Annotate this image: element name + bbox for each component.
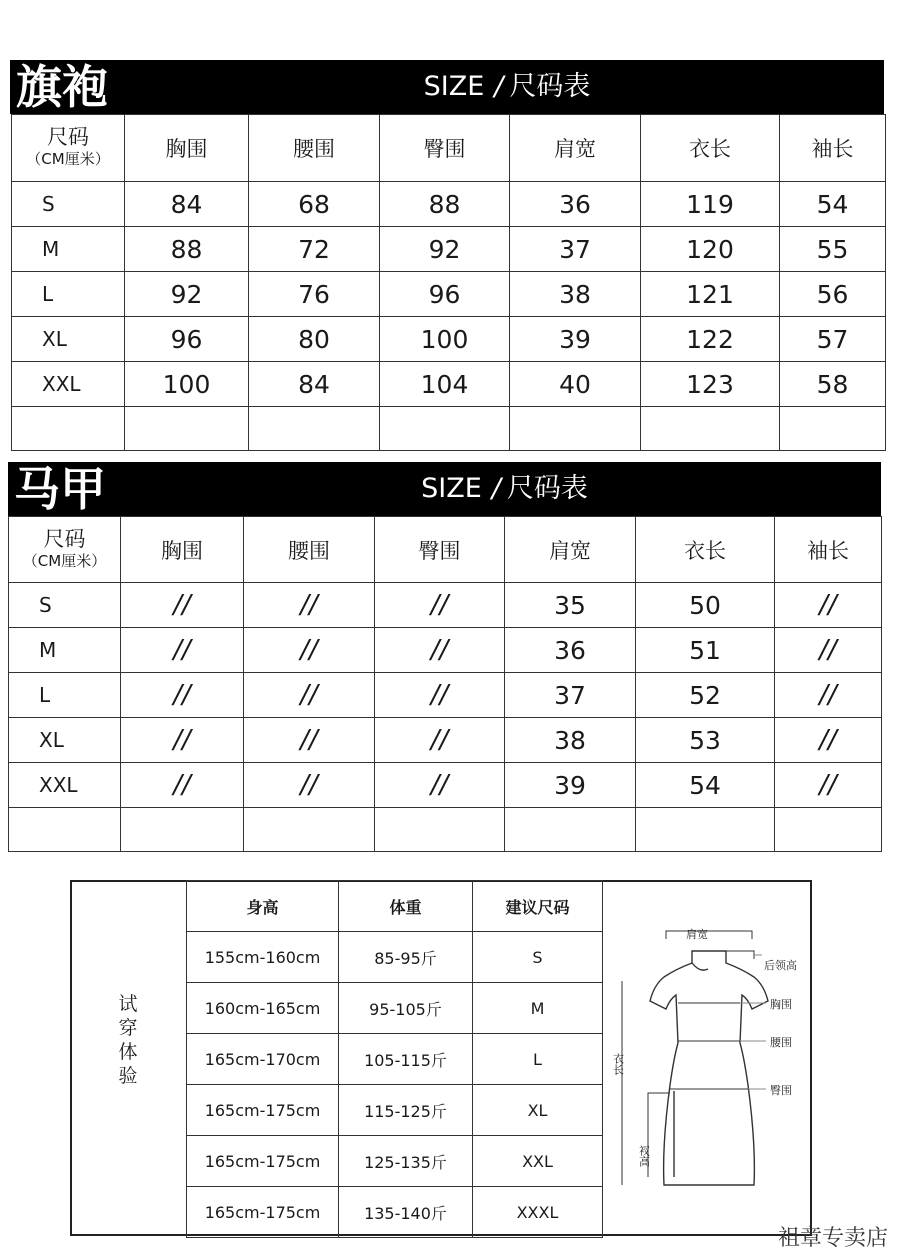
- empty-cell: [12, 407, 125, 451]
- value-cell: 96: [125, 317, 249, 362]
- trial-row: [187, 1136, 603, 1187]
- value-cell: //: [775, 628, 882, 673]
- value-cell: //: [375, 628, 505, 673]
- value-cell: //: [244, 763, 375, 808]
- trial-cell: XXL: [473, 1136, 603, 1187]
- empty-cell: [249, 407, 380, 451]
- value-cell: //: [375, 763, 505, 808]
- measurement-labels: [612, 927, 798, 1167]
- value-cell: 100: [125, 362, 249, 407]
- trial-cell: M: [473, 983, 603, 1034]
- value-cell: //: [244, 673, 375, 718]
- column-header: 臀围: [380, 115, 510, 182]
- value-cell: 100: [380, 317, 510, 362]
- value-cell: //: [775, 718, 882, 763]
- qipao-measurement-diagram: [604, 915, 814, 1205]
- size-header-label: 尺码: [43, 526, 86, 551]
- trial-cell: S: [473, 932, 603, 983]
- value-cell: 36: [505, 628, 636, 673]
- trial-column-header: 建议尺码: [473, 881, 603, 932]
- value-cell: //: [775, 673, 882, 718]
- value-cell: //: [244, 583, 375, 628]
- trial-cell: 105-115斤: [339, 1034, 473, 1085]
- value-cell: 36: [510, 182, 641, 227]
- trial-table: [186, 880, 603, 1238]
- trial-cell: 165cm-175cm: [187, 1187, 339, 1238]
- column-header: 衣长: [636, 517, 775, 583]
- trial-cell: 115-125斤: [339, 1085, 473, 1136]
- empty-cell: [641, 407, 780, 451]
- value-cell: 40: [510, 362, 641, 407]
- waist-label: 腰围: [770, 1036, 792, 1049]
- value-cell: 56: [780, 272, 886, 317]
- value-cell: //: [775, 583, 882, 628]
- dress-outline: [650, 951, 768, 1185]
- table-row: [12, 317, 886, 362]
- size-label-cn: 尺码表: [506, 473, 588, 504]
- trial-cell: 155cm-160cm: [187, 932, 339, 983]
- table-row: [12, 227, 886, 272]
- size-label-cn: 尺码表: [509, 71, 591, 102]
- size-cell: L: [12, 272, 125, 317]
- back-collar-label: 后领高: [764, 959, 797, 972]
- trial-cell: 165cm-175cm: [187, 1085, 339, 1136]
- trial-cell: 95-105斤: [339, 983, 473, 1034]
- trial-cell: 160cm-165cm: [187, 983, 339, 1034]
- value-cell: 88: [125, 227, 249, 272]
- trial-cell: 125-135斤: [339, 1136, 473, 1187]
- table-row: [12, 182, 886, 227]
- empty-cell: [780, 407, 886, 451]
- table-row: [9, 763, 882, 808]
- value-cell: 54: [780, 182, 886, 227]
- value-cell: 88: [380, 182, 510, 227]
- empty-cell: [510, 407, 641, 451]
- trial-header-row: [187, 881, 603, 932]
- trial-cell: 135-140斤: [339, 1187, 473, 1238]
- value-cell: //: [244, 628, 375, 673]
- trial-cell: 165cm-170cm: [187, 1034, 339, 1085]
- value-cell: //: [121, 718, 244, 763]
- size-label-en: SIZE: [421, 473, 482, 504]
- size-cell: XL: [12, 317, 125, 362]
- size-cell: M: [9, 628, 121, 673]
- value-cell: 84: [125, 182, 249, 227]
- shop-watermark: 祖章专卖店: [777, 1226, 888, 1251]
- value-cell: 58: [780, 362, 886, 407]
- size-cell: S: [9, 583, 121, 628]
- trial-row: [187, 1187, 603, 1238]
- value-cell: 72: [249, 227, 380, 272]
- value-cell: 55: [780, 227, 886, 272]
- value-cell: 39: [510, 317, 641, 362]
- value-cell: 121: [641, 272, 780, 317]
- table-header-row: [9, 517, 882, 583]
- value-cell: 35: [505, 583, 636, 628]
- table-row: [12, 272, 886, 317]
- vest-title: 马甲: [14, 462, 106, 516]
- table-row: [9, 583, 882, 628]
- value-cell: 96: [380, 272, 510, 317]
- trial-row: [187, 1034, 603, 1085]
- empty-row: [9, 808, 882, 852]
- trial-cell: 85-95斤: [339, 932, 473, 983]
- value-cell: 51: [636, 628, 775, 673]
- value-cell: //: [244, 718, 375, 763]
- column-header: 袖长: [775, 517, 882, 583]
- trial-row: [187, 983, 603, 1034]
- value-cell: 84: [249, 362, 380, 407]
- value-cell: 76: [249, 272, 380, 317]
- size-cell: M: [12, 227, 125, 272]
- size-cell: S: [12, 182, 125, 227]
- value-cell: 92: [125, 272, 249, 317]
- measurement-arrows: [740, 955, 766, 1089]
- value-cell: 37: [510, 227, 641, 272]
- value-cell: //: [375, 673, 505, 718]
- column-header: 胸围: [125, 115, 249, 182]
- size-cell: XXL: [12, 362, 125, 407]
- empty-cell: [244, 808, 375, 852]
- vest-header-bar: [8, 462, 881, 516]
- column-header: 衣长: [641, 115, 780, 182]
- trial-cell: XL: [473, 1085, 603, 1136]
- size-unit-header: [9, 517, 121, 583]
- unit-label: （CM厘米）: [22, 551, 107, 570]
- table-row: [9, 718, 882, 763]
- unit-label: （CM厘米）: [26, 150, 110, 168]
- size-header-label: 尺码: [47, 125, 89, 149]
- table-row: [12, 362, 886, 407]
- value-cell: 92: [380, 227, 510, 272]
- length-label: 衣长: [611, 1053, 625, 1075]
- value-cell: 120: [641, 227, 780, 272]
- value-cell: //: [121, 628, 244, 673]
- value-cell: //: [375, 583, 505, 628]
- trial-column-header: 体重: [339, 881, 473, 932]
- value-cell: //: [121, 583, 244, 628]
- chest-label: 胸围: [770, 998, 792, 1011]
- size-label-en: SIZE: [423, 71, 485, 102]
- column-header: 袖长: [780, 115, 886, 182]
- vest-size-table: [8, 516, 882, 852]
- size-cell: XL: [9, 718, 121, 763]
- qipao-size-table: [11, 114, 886, 451]
- value-cell: 50: [636, 583, 775, 628]
- trial-row: [187, 932, 603, 983]
- empty-cell: [9, 808, 121, 852]
- value-cell: 38: [505, 718, 636, 763]
- value-cell: 53: [636, 718, 775, 763]
- value-cell: 52: [636, 673, 775, 718]
- empty-cell: [775, 808, 882, 852]
- column-header: 腰围: [249, 115, 380, 182]
- empty-cell: [636, 808, 775, 852]
- size-unit-header: [12, 115, 125, 182]
- value-cell: //: [121, 763, 244, 808]
- trial-cell: XXXL: [473, 1187, 603, 1238]
- empty-cell: [505, 808, 636, 852]
- qipao-title: 旗袍: [16, 60, 108, 114]
- value-cell: 123: [641, 362, 780, 407]
- empty-cell: [121, 808, 244, 852]
- trial-cell: L: [473, 1034, 603, 1085]
- trial-column-header: 身高: [187, 881, 339, 932]
- value-cell: 80: [249, 317, 380, 362]
- table-row: [9, 628, 882, 673]
- value-cell: 68: [249, 182, 380, 227]
- empty-row: [12, 407, 886, 451]
- slit-label: 衩高: [637, 1145, 651, 1167]
- value-cell: 104: [380, 362, 510, 407]
- value-cell: 38: [510, 272, 641, 317]
- table-header-row: [12, 115, 886, 182]
- size-title-slash: /: [494, 71, 504, 102]
- table-row: [9, 673, 882, 718]
- vest-size-title: [8, 462, 881, 516]
- trial-cell: 165cm-175cm: [187, 1136, 339, 1187]
- value-cell: 57: [780, 317, 886, 362]
- value-cell: //: [375, 718, 505, 763]
- value-cell: 122: [641, 317, 780, 362]
- value-cell: //: [775, 763, 882, 808]
- column-header: 肩宽: [510, 115, 641, 182]
- empty-cell: [380, 407, 510, 451]
- value-cell: 119: [641, 182, 780, 227]
- column-header: 胸围: [121, 517, 244, 583]
- value-cell: 37: [505, 673, 636, 718]
- value-cell: 39: [505, 763, 636, 808]
- size-cell: L: [9, 673, 121, 718]
- column-header: 肩宽: [505, 517, 636, 583]
- column-header: 腰围: [244, 517, 375, 583]
- hip-label: 臀围: [770, 1084, 792, 1097]
- empty-cell: [375, 808, 505, 852]
- qipao-header-bar: [10, 60, 884, 114]
- trial-experience-label: 试穿体验: [118, 993, 138, 1087]
- size-cell: XXL: [9, 763, 121, 808]
- empty-cell: [125, 407, 249, 451]
- qipao-size-title: [10, 60, 884, 114]
- size-title-slash: /: [491, 473, 501, 504]
- value-cell: 54: [636, 763, 775, 808]
- trial-row: [187, 1085, 603, 1136]
- value-cell: //: [121, 673, 244, 718]
- shoulder-label: 肩宽: [686, 928, 708, 941]
- column-header: 臀围: [375, 517, 505, 583]
